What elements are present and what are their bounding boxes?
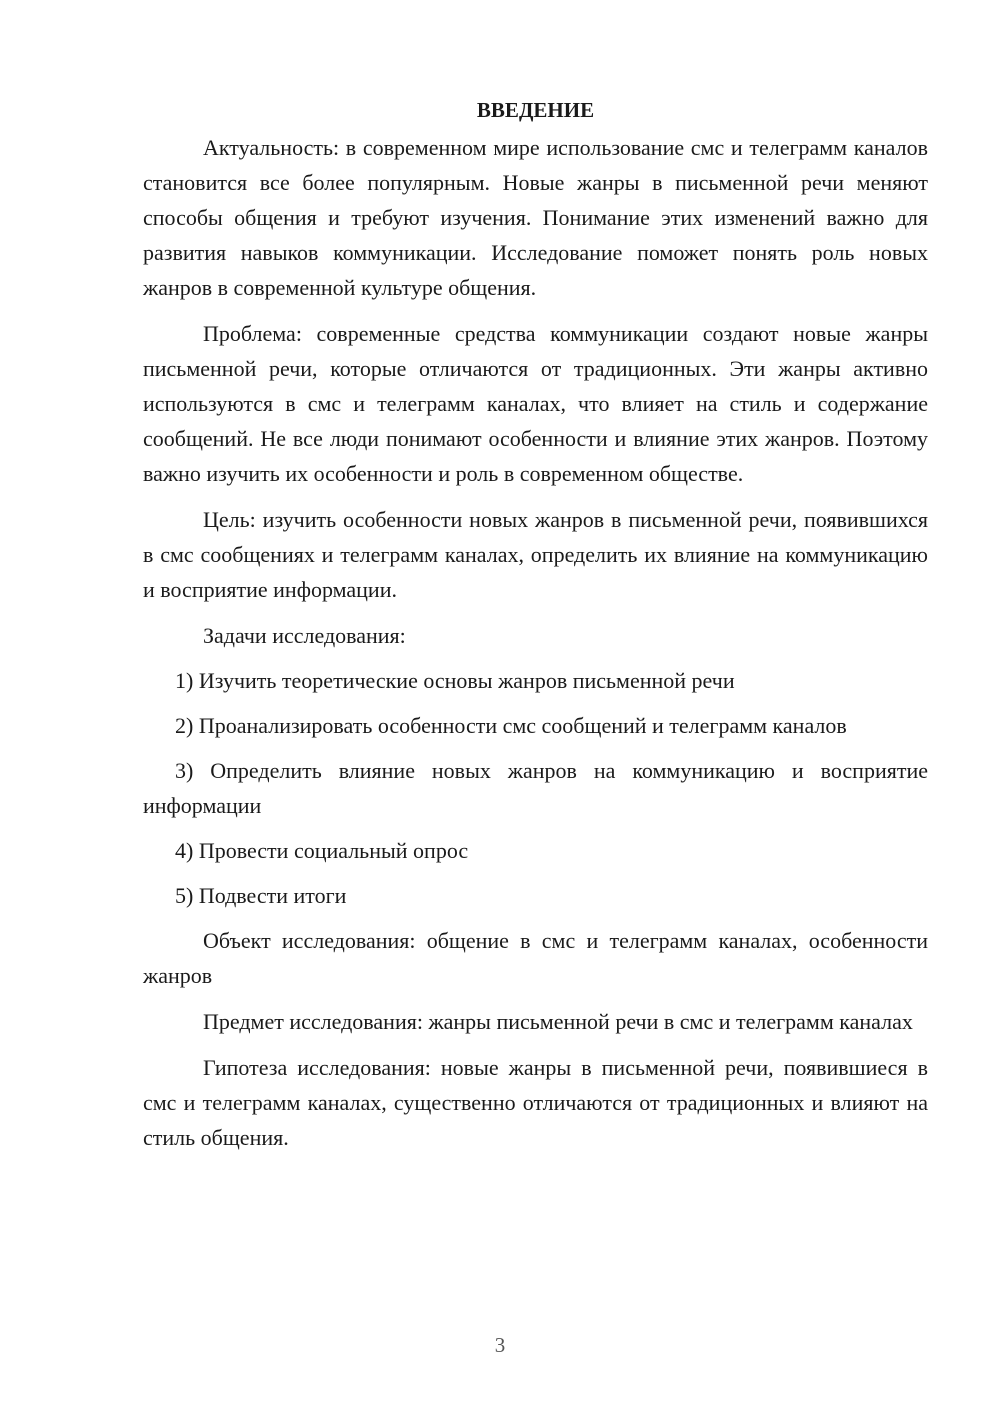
task-item: 1) Изучить теоретические основы жанров письменной речи	[175, 668, 735, 693]
task-item: 2) Проанализировать особенности смс сообщений и телеграмм каналов	[175, 713, 847, 738]
task-item: 5) Подвести итоги	[175, 883, 347, 908]
tasks-list	[143, 663, 928, 913]
page-number: 3	[494, 1333, 506, 1357]
object-paragraph: Объект исследования: общение в смс и телеграмм каналах, особенности жанров	[143, 928, 928, 988]
relevance-paragraph: Актуальность: в современном мире использование смс и телеграмм каналов становится все более популярным. Новые жанры в письменной речи меняют способы общения и требуют изучения. Понимание этих изменений важно для развития навыков коммуникации. Исследование поможет понять роль новых жанров в современной культуре общения.	[143, 135, 928, 300]
document-page	[143, 92, 928, 1166]
task-item: 3) Определить влияние новых жанров на коммуникацию и восприятие информации	[143, 758, 928, 818]
subject-paragraph: Предмет исследования: жанры письменной речи в смс и телеграмм каналах	[203, 1009, 913, 1034]
hypothesis-paragraph: Гипотеза исследования: новые жанры в письменной речи, появившиеся в смс и телеграмм каналах, существенно отличаются от традиционных и влияют на стиль общения.	[143, 1055, 928, 1150]
task-item: 4) Провести социальный опрос	[175, 838, 469, 863]
problem-paragraph: Проблема: современные средства коммуникации создают новые жанры письменной речи, которые отличаются от традиционных. Эти жанры активно используются в смс и телеграмм каналах, что влияет на стиль и содержание сообщений. Не все люди понимают особенности и влияние этих жанров. Поэтому важно изучить их особенности и роль в современном обществе.	[143, 321, 928, 486]
tasks-heading: Задачи исследования:	[203, 623, 406, 648]
goal-paragraph: Цель: изучить особенности новых жанров в письменной речи, появившихся в смс сообщениях и телеграмм каналах, определить их влияние на коммуникацию и восприятие информации.	[143, 507, 928, 602]
section-title: ВВЕДЕНИЕ	[476, 98, 595, 122]
